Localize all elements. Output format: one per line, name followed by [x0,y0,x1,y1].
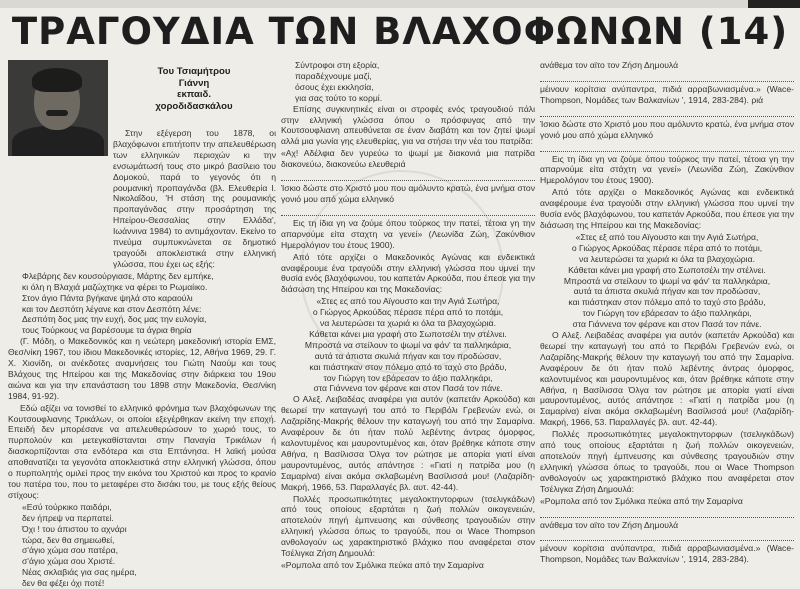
byline-line: Του Τσιαμήτρου [157,66,231,77]
verse-line: να λευτερώσει τα χωριά κι όλα τα βλαχοχώρια. [579,253,755,264]
column-1 [8,128,276,589]
verse-line: αυτά τα άπιστα σκυλιά πήγαν και τον προδώσαν, [573,286,761,297]
verse-line: να λευτερώσει τα χωριά κι όλα τα βλαχοχώρια. [320,318,496,329]
article-title: ΤΡΑΓΟΥΔΙΑ ΤΩΝ ΒΛΑΧΟΦΩΝΩΝ (14) [11,10,789,53]
quote: Ίσκιο δώστε στο Χριστό μου που αμόλυντο κρατώ, ένα μνήμα στον γονιό μου από χώμα ελληνικό [540,118,794,140]
verse-line: Όχι ! του άπιστου το αχνάρι [22,523,127,534]
verse-block [281,296,535,394]
quote: «Ρομπολα από τον Σμόλικα πεύκα από την Σαμαρίνα [540,495,743,506]
paragraph: Εδώ αξίζει να τονισθεί το ελληνικό φρόνημα των βλαχόφωνων της Κουτσουφλιανης Τρικάλων, οι οποίοι εξεγέρθηκαν εκείνη την εποχή. Επειδή δεν μπορέσανε να απελευθερώσουν το χωριό τους, το πυρπολούν και μετεγκαθίστανται στην Παναγία Τρικάλων ή διασκορπίζονται στα ενδότερα και στα Επτάνησα. Η λαϊκή μούσα αποθανατίζει τα γεγονότα αποκλειστικά στην ελληνική γλώσσα, όπου ο πυρπολητής ομιλεί προς την εικόνα του Χριστού και προς το κρανίο του πατέρα του, που το μεταφέρει στο δισάκι του, με τους εξής θείους στίχους: [8,402,276,500]
dotted-rule [540,508,794,518]
quote: Ίσκιο δώστε στο Χριστό μου που αμόλυντο κρατώ, ένα μνήμα στον γονιό μου από χώμα ελληνικό [281,183,535,204]
byline [112,66,276,112]
verse-line: όσους έχει εκκλησία, [295,81,374,92]
verse-line: σ'άγιο χώμα σου πατέρα, [22,545,118,556]
verse-block [540,232,794,330]
verse-line: «Στες ες από του Αϊγουστο και την Αγιά Σωτήρα, [316,296,500,307]
quote: μέινουν κορίτσια ανύπαντρα, πιδιά αρραβωνιασμένα.» (Wace-Thompson, Νομάδες των Βαλκανίων ', 1914, 283-284). ριά [540,83,794,105]
dotted-rule [540,72,794,82]
verse-line: τον Γιώργη τον εβάρεσαν το άξιο παλληκάρι, [582,308,752,319]
quote: ανάθεμα τον αϊτο τον Ζήση Δημουλά [540,519,679,530]
verse-line: Κάθεται κάνει μια γραφή στο Σωποτσέλι την στέλνει. [568,264,766,275]
byline-line: εκπαιδ. [176,89,212,100]
paragraph: Από τότε αρχίζει ο Μακεδονικός Αγώνας και ενδεικτικά αναφέρουμε ένα τραγούδι στην ελληνική γλώσσα που υμνεί την θυσία ενός βλαχόφωνου, του καπετάν Αρκούδα, που έπεσε για την διάσωση της Ηπείρου και της Μακεδονίας: [281,251,535,295]
verse-line: «Εσύ τούρκικο παιδάρι, [22,501,112,512]
paragraph: Ο Αλεξ. Λειβαδέας αναφέρει για αυτόν (καπετάν Αρκούδα) και θεωρεί την καταγωγή του από το Περιβόλι Γρεβενών ενώ, οι Λαζαρίδης-Μακρής θέλουν την καταγωγή του από την Σαμαρίνα. Αναφέρουν δε ότι ήταν πολύ λεβέντης άντρας όμορφος, καλοντυμένος και μαυροντυμένος και, όταν βρέθηκε κάποτε στην Αθήνα, η Βασίλισσα Όλγα τον ρώτησε με απορία γιατί είναι μαυροντυμένος, αυτός απάντησε : «Γιατί η πατρίδα μου (η Σαμαρίνα) είναι ακόμα σκλαβωμένη Βασίλισσά μου! (Λαζαρίδη-Μακρή, 1966, 53. Παραλλαγές βλ. αυτ. 42-44). [540,330,794,428]
paragraph: Πολλές προσωπικότητες μεγαλοκτηντορφων (τσελιγκάδων) από τους οποίους εξαρτάται η ζωή πολλών οικογενειών, αποτελούν πηγή έμπνευσης και σύνθεσης τραγουδιών στην ελληνική γλώσσα όπως το τραγούδι, που οι Wace Thompson ανθολογούν ως χαρακτηριστικό βλάχικο που αναφέρεται στον Τσέλιγκα Ζήση Δημουλά: [540,429,794,494]
paragraph: Ο Αλεξ. Λειβαδέας αναφέρει για αυτόν (καπετάν Αρκούδα) και θεωρεί την καταγωγή του από το Περιβόλι Γρεβενών ενώ, οι Λαζαρίδης-Μακρής θέλουν την καταγωγή του από την Σαμαρίνα. Αναφέρουν δε ότι ήταν πολύ λεβέντης άντρας όμορφος, καλοντυμένος και μαυροντυμένος και, όταν βρέθηκε κάποτε στην Αθήνα, η Βασίλισσα Όλγα τον ρώτησε με απορία γιατί είναι μαυροντυμένος, αυτός απάντησε : «Γιατί η πατρίδα μου (η Σαμαρίνα) είναι ακόμα σκλαβωμένη Βασίλισσά μου! (Λαζαρίδη-Μακρή, 1966, 53. Παραλλαγές βλ. αυτ. 42-44). [281,394,535,492]
verse-line: και πιάστηκαν στον πόλεμο από το ταχύ στο βράδυ, [568,297,766,308]
verse-line: δεν θα φέξει όχι ποτέ! [22,578,105,589]
quote: «Αχ! Αδέλφια δεν γυρεύω το ψωμί με διακονιά μια πατρίδα διακονεύω, διακονεύω ελευθεριά [281,148,535,170]
verse-line: Σύντροφοι στη εξορία, [295,60,380,70]
dotted-rule [281,206,535,216]
verse-line: ο Γιώργος Αρκούδας πέρασε πέρα από το ποτάμι, [571,242,763,253]
verse-line: τους Τούρκους να βαρέσουμε τα άγρια θηρία [22,325,192,336]
dotted-rule [281,171,535,181]
top-rule [0,0,800,8]
paragraph: Στην εξέγερση του 1878, οι βλαχόφωνοι επιτήτοπν την απελευθέρωση των ελληνικών περιοχών κι την ενσωμάτωσή τους στο μικρό βασίλειο του Δομοκού, παρά το γεγονός ότι η ρουμανική προπαγάνδα (βλ. Ελευθερία Ι. Νικολαΐδου, 'Η στάση της ρουμανικής προπαγάνδας στην προσάρτηση της Ηπείρου-Θεσσαλίας στην Ελλάδα', Ιωάννινα 1984) το αντιμάχονταν. Εκείνο το πνεύμα συμπυκνώνεται σε δημοτικό τραγούδι αποκλειστικά στην ελληνική γλώσσα, που έχει ως εξής: [113,128,276,269]
verse-line: σ'άγιο χώμα σου Χριστέ. [22,556,116,567]
paragraph: Πολλές προσωπικότητες μεγαλοκτηντορφων (τσελιγκάδων) από τους οποίους εξαρτάται η ζωή πολλών οικογενειών, αποτελούν πηγή έμπνευσης και σύνθεσης τραγουδιών στην ελληνική γλώσσα όπως το τραγούδι, που οι Wace Thompson ανθολογούν ως χαρακτηριστικό βλάχικο που αναφέρεται στον Τσέλιγκα Ζήση Δημουλά: [281,493,535,559]
paragraph: Εις τη ίδια γη να ζούμε όπου τούρκος την πατεί, τέτοια γη την απαρνούμε είτα σταχτη να γενεί» (Λεωνίδα Ζώη, Ζακύνθιον Ημερολόγιον του έτους 1900). [281,217,535,250]
verse-line: τώρα, δεν θα σημειωθεί, [22,534,115,545]
verse-line: «Στες εξ από του Αϊγουστο και την Αγιά Σωτήρα, [575,231,759,242]
verse-line: και πιάστηκαν στον πόλεμο από το ταχύ στο βράδυ, [309,361,507,372]
verse-line: δεν ήπρεψ να περπατεί. [22,512,114,523]
verse-block [281,60,535,104]
verse-line: τον Γιώργη τον εβάρεσαν το άξιο παλληκάρι, [323,372,493,383]
dotted-rule [540,142,794,152]
verse-line: Μπροστά να στείλουν το ψωμί να φάν' τα παλληκάρια, [304,339,512,350]
paragraph: Επίσης συγκινητικές είναι οι στροφές ενός τραγουδιού πάλι στην ελληνική γλώσσα όπου ο πρόσφυγας από την Κουτσουφλιανη απευθύνεται σε έναν διαβάτη και τον ζητεί ψωμί αλλά μια γωνία γης ελευθερίας, για να στήσει την νέα του πατρίδα: [281,103,535,147]
verse-line: αυτά τα άπιστα σκυλιά πήγαν και τον προδώσαν, [314,350,502,361]
verse-line: και τον Δεσπότη λέγανε και στον Δεσπότη λένε: [22,303,202,314]
paragraph: Από τότε αρχίζει ο Μακεδονικός Αγώνας και ενδεικτικά αναφέρουμε ένα τραγούδι στην ελληνική γλώσσα που υμνεί την θυσία ενός βλαχόφωνου, του καπετάν Αρκούδα, που έπεσε για την διάσωση της Ηπείρου και της Μακεδονίας: [540,187,794,230]
verse-line: Δεσπότη δος μας την ευχή, δος μας την ευλογία, [22,314,207,325]
paragraph: (Γ. Μόδη, ο Μακεδονικός και η νεώτερη μακεδονική ιστορία ΕΜΣ, Θεσ/νίκη 1967, του ίδιου Μακεδονικές ιστορίες, 12, Αθήνα 1969, 29. Γ. Χ. Χιονίδη, οι ανέκδοτες αναμνήσεις του Γιώτη Ναούμ και τους Βλάχους της Ηπείρου και της Μακεδονίας στην διάρκεια του 19ου αιώνα και για την επανάσταση του 1898 στην Μακεδονία, Θεσ/νίκη 1984, 91-92). [8,336,276,401]
verse-line: Νέας σκλαβιάς για σας ημέρα, [22,567,137,578]
byline-line: χοροδιδασκάλου [155,100,233,112]
verse-line: Κάθεται κάνει μια γραφή στο Σωποτσέλι την στέλνει. [309,328,507,339]
dotted-rule [540,531,794,541]
paragraph: Εις τη ίδια γη να ζούμε όπου τούρκος την πατεί, τέτοια γη την απαρνούμε είτα στάχτη να γενεί» (Λεωνίδα Ζώη, Ζακύνθιον Ημερολόγιον του έτους 1900). [540,153,794,186]
verse-line: παραδέχνουμε μαζί, [295,70,372,81]
column-3 [540,60,794,566]
verse-line: Μπροστά να στείλουν το ψωμί να φάν' τα παλληκάρια, [563,275,771,286]
verse-line: κι όλη η Βλαχιά μαζώχτηκε να φέρει το Ρωμαίικο. [22,281,208,292]
verse-line: στα Γιάννενα τον φέρανε και στον Πασά τον πάνε. [313,383,503,394]
dotted-rule [540,107,794,117]
column-2 [281,60,535,572]
verse-line: Φλεβάρης δεν κουσούργιασε, Μάρτης δεν εμπήκε, [22,270,214,281]
verse-block [8,502,276,589]
verse-line: για σας τούτο το κορμί. [295,92,383,103]
verse-line: ο Γιώργος Αρκούδας πέρασε πέρα από το ποτάμι, [312,307,504,318]
verse-line: στα Γιάννενα τον φέρανε και στον Πασά τον πάνε. [572,319,762,330]
verse-line: Στον άγιο Πάντα βγήκανε ψηλά στο καραούλι [22,292,193,303]
quote: «Ρομπολα από τον Σμόλικα πεύκα από την Σαμαρίνα [281,559,484,570]
quote: μένουν κορίτσια ανύπαντρα, πιδιά αρραβωνιασμένα.» (Wace-Thompson, Νομάδες των Βαλκανίων ', 1914, 283-284). [540,543,794,565]
corner-tab [748,0,800,8]
byline-line: Γιάννη [178,77,210,89]
quote: ανάθεμα τον αϊτο τον Ζήση Δημουλά [540,60,679,70]
verse-block [8,271,276,336]
